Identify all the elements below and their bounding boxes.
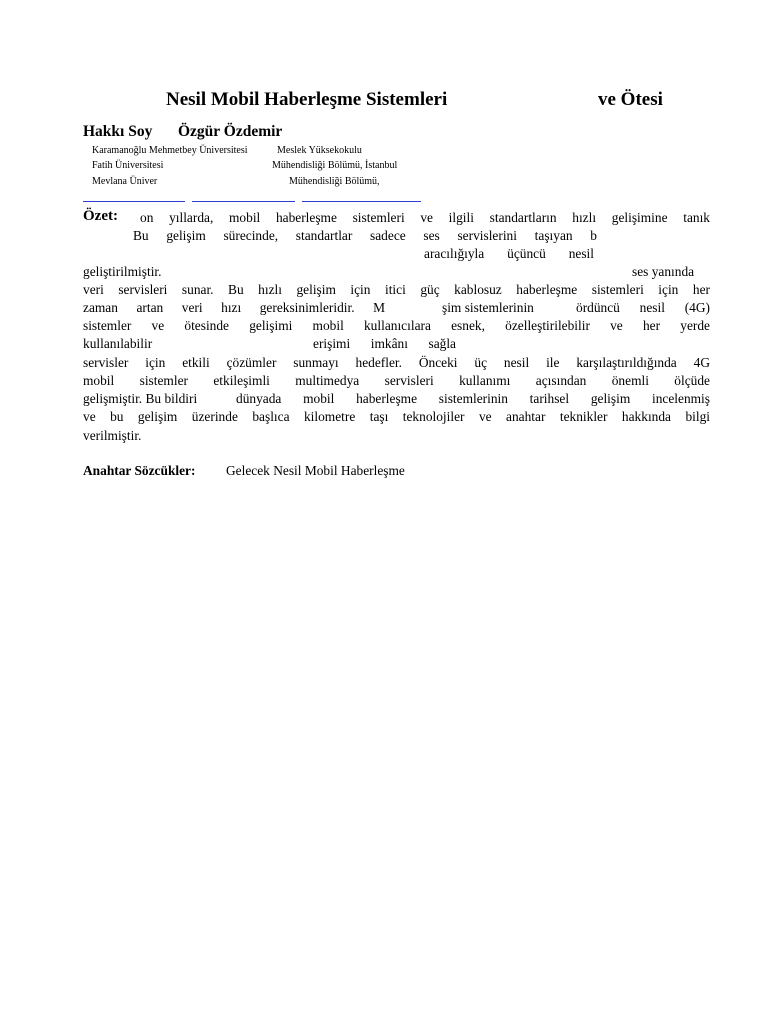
abstract-line-11b: dünyada mobil haberleşme sistemlerinin tarihsel gelişim incelenmiş (236, 391, 710, 406)
abstract-line-12: ve bu gelişim üzerinde başlıca kilometre taşı teknolojiler ve anahtar teknikler hakkında bilgi (83, 409, 710, 424)
paper-title-part2: ve Ötesi (598, 89, 663, 110)
keywords-label: Anahtar Sözcükler: (83, 463, 196, 478)
abstract-line-11a: gelişmiştir. Bu bildiri (83, 391, 198, 406)
abstract-line-4b: ses yanında (632, 264, 695, 279)
affiliation-1-institution: Karamanoğlu Mehmetbey Üniversitesi (92, 145, 248, 156)
abstract-line-7: sistemler ve ötesinde gelişimi mobil kullanıcılara esnek, özelleştirilebilir ve her yerde (83, 318, 710, 333)
author-2-email-link[interactable] (192, 201, 295, 202)
affiliation-2-department: Mühendisliği Bölümü, İstanbul (272, 160, 398, 171)
abstract-line-4a: geliştirilmiştir. (83, 264, 162, 279)
author-3-email-link[interactable] (302, 201, 421, 202)
abstract-line-5: veri servisleri sunar. Bu hızlı gelişim için itici güç kablosuz haberleşme sistemleri için her (83, 282, 710, 297)
paper-title-part1: Nesil Mobil Haberleşme Sistemleri (166, 89, 448, 110)
abstract-line-6a: zaman artan veri hızı gereksinimleridir. M (83, 300, 385, 315)
affiliation-2-institution: Fatih Üniversitesi (92, 160, 164, 171)
abstract-line-8a: kullanılabilir (83, 336, 153, 351)
affiliation-3-department: Mühendisliği Bölümü, (289, 176, 380, 187)
abstract-line-3: aracılığıyla üçüncü nesil (424, 246, 594, 261)
abstract-line-9: servisler için etkili çözümler sunmayı hedefler. Önceki üç nesil ile karşılaştırıldığında 4G (83, 355, 710, 370)
author-1-email-link[interactable] (83, 201, 185, 202)
affiliation-3-institution: Mevlana Üniver (92, 176, 158, 187)
abstract-line-10: mobil sistemler etkileşimli multimedya servisleri kullanımı açısından önemli ölçüde (83, 373, 710, 388)
abstract-line-1: on yıllarda, mobil haberleşme sistemleri ve ilgili standartların hızlı gelişimine tanık (140, 210, 710, 225)
keywords-text: Gelecek Nesil Mobil Haberleşme (226, 463, 405, 478)
abstract-line-13: verilmiştir. (83, 428, 142, 443)
author-2: Özgür Özdemir (178, 123, 283, 140)
author-1: Hakkı Soy (83, 123, 153, 140)
abstract-label: Özet: (83, 208, 118, 224)
abstract-line-6b: şim sistemlerinin (442, 300, 534, 315)
abstract-line-2: Bu gelişim sürecinde, standartlar sadece ses servislerini taşıyan b (133, 228, 597, 243)
abstract-line-8b: erişimi imkânı sağla (313, 336, 456, 351)
abstract-line-6c: ördüncü nesil (4G) (576, 300, 710, 315)
affiliation-1-department: Meslek Yüksekokulu (277, 145, 362, 156)
